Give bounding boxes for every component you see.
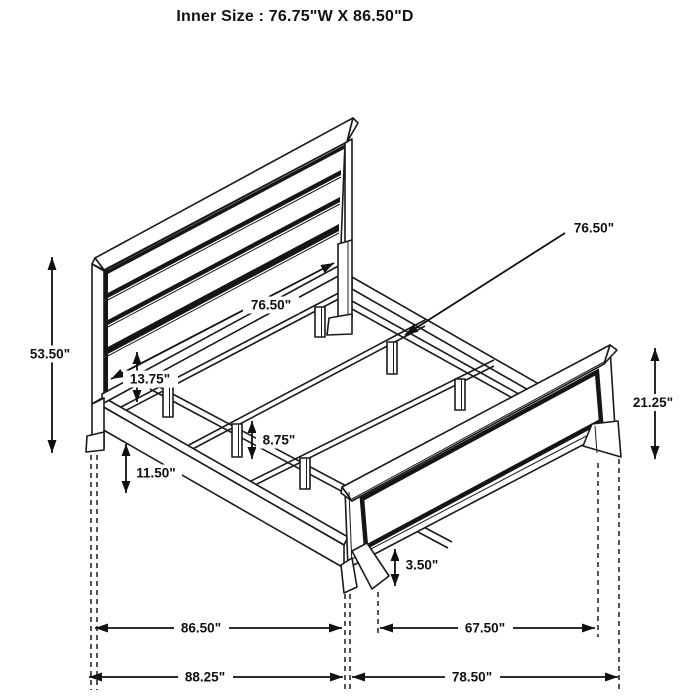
dim-overall-depth <box>89 669 343 686</box>
dim-label-footboard-height: 21.25" <box>632 395 674 411</box>
dim-inner-width-callout <box>405 220 622 336</box>
dim-headboard-height <box>26 257 74 453</box>
headboard-right-foot <box>327 314 352 335</box>
headboard-left-stile <box>92 264 104 404</box>
dim-label-headboard-to-slat: 13.75" <box>129 371 171 387</box>
dim-footboard-clearance <box>391 549 446 586</box>
slat-leg <box>315 307 325 337</box>
dim-slat-leg-height <box>248 421 303 459</box>
slat-leg <box>455 379 465 410</box>
dim-footboard-height <box>626 348 681 459</box>
dim-label-slat-leg-height: 8.75" <box>262 432 296 448</box>
dim-label-inner-depth: 86.50" <box>180 620 222 636</box>
slat-leg <box>300 458 310 489</box>
headboard-right-stile <box>345 139 352 243</box>
dim-label-headboard-height: 53.50" <box>29 346 71 362</box>
headboard-right-leg <box>338 240 352 322</box>
dim-label-rail-height: 11.50" <box>136 465 176 481</box>
dim-label-footboard-clearance: 3.50" <box>405 557 439 573</box>
slat-leg <box>387 342 397 374</box>
dim-inner-depth <box>95 620 342 637</box>
dim-label-footboard-inner-span: 67.50" <box>464 620 506 636</box>
dim-footboard-overall-width <box>352 669 618 686</box>
dim-footboard-inner-span <box>380 620 595 637</box>
panel-left-shadow <box>104 269 108 397</box>
headboard <box>86 118 358 452</box>
dim-label-overall-depth: 88.25" <box>184 669 226 685</box>
slat-leg <box>232 424 242 457</box>
diagram-title: Inner Size : 76.75"W X 86.50"D <box>176 8 414 25</box>
dim-label-inner-width-callout: 76.50" <box>573 220 615 236</box>
slat-leg <box>163 386 173 417</box>
headboard-left-foot <box>86 432 104 452</box>
dim-label-inner-width: 76.50" <box>250 297 292 313</box>
slat-2 <box>187 320 425 457</box>
dim-label-footboard-overall-width: 78.50" <box>451 669 493 685</box>
footboard <box>341 345 621 593</box>
